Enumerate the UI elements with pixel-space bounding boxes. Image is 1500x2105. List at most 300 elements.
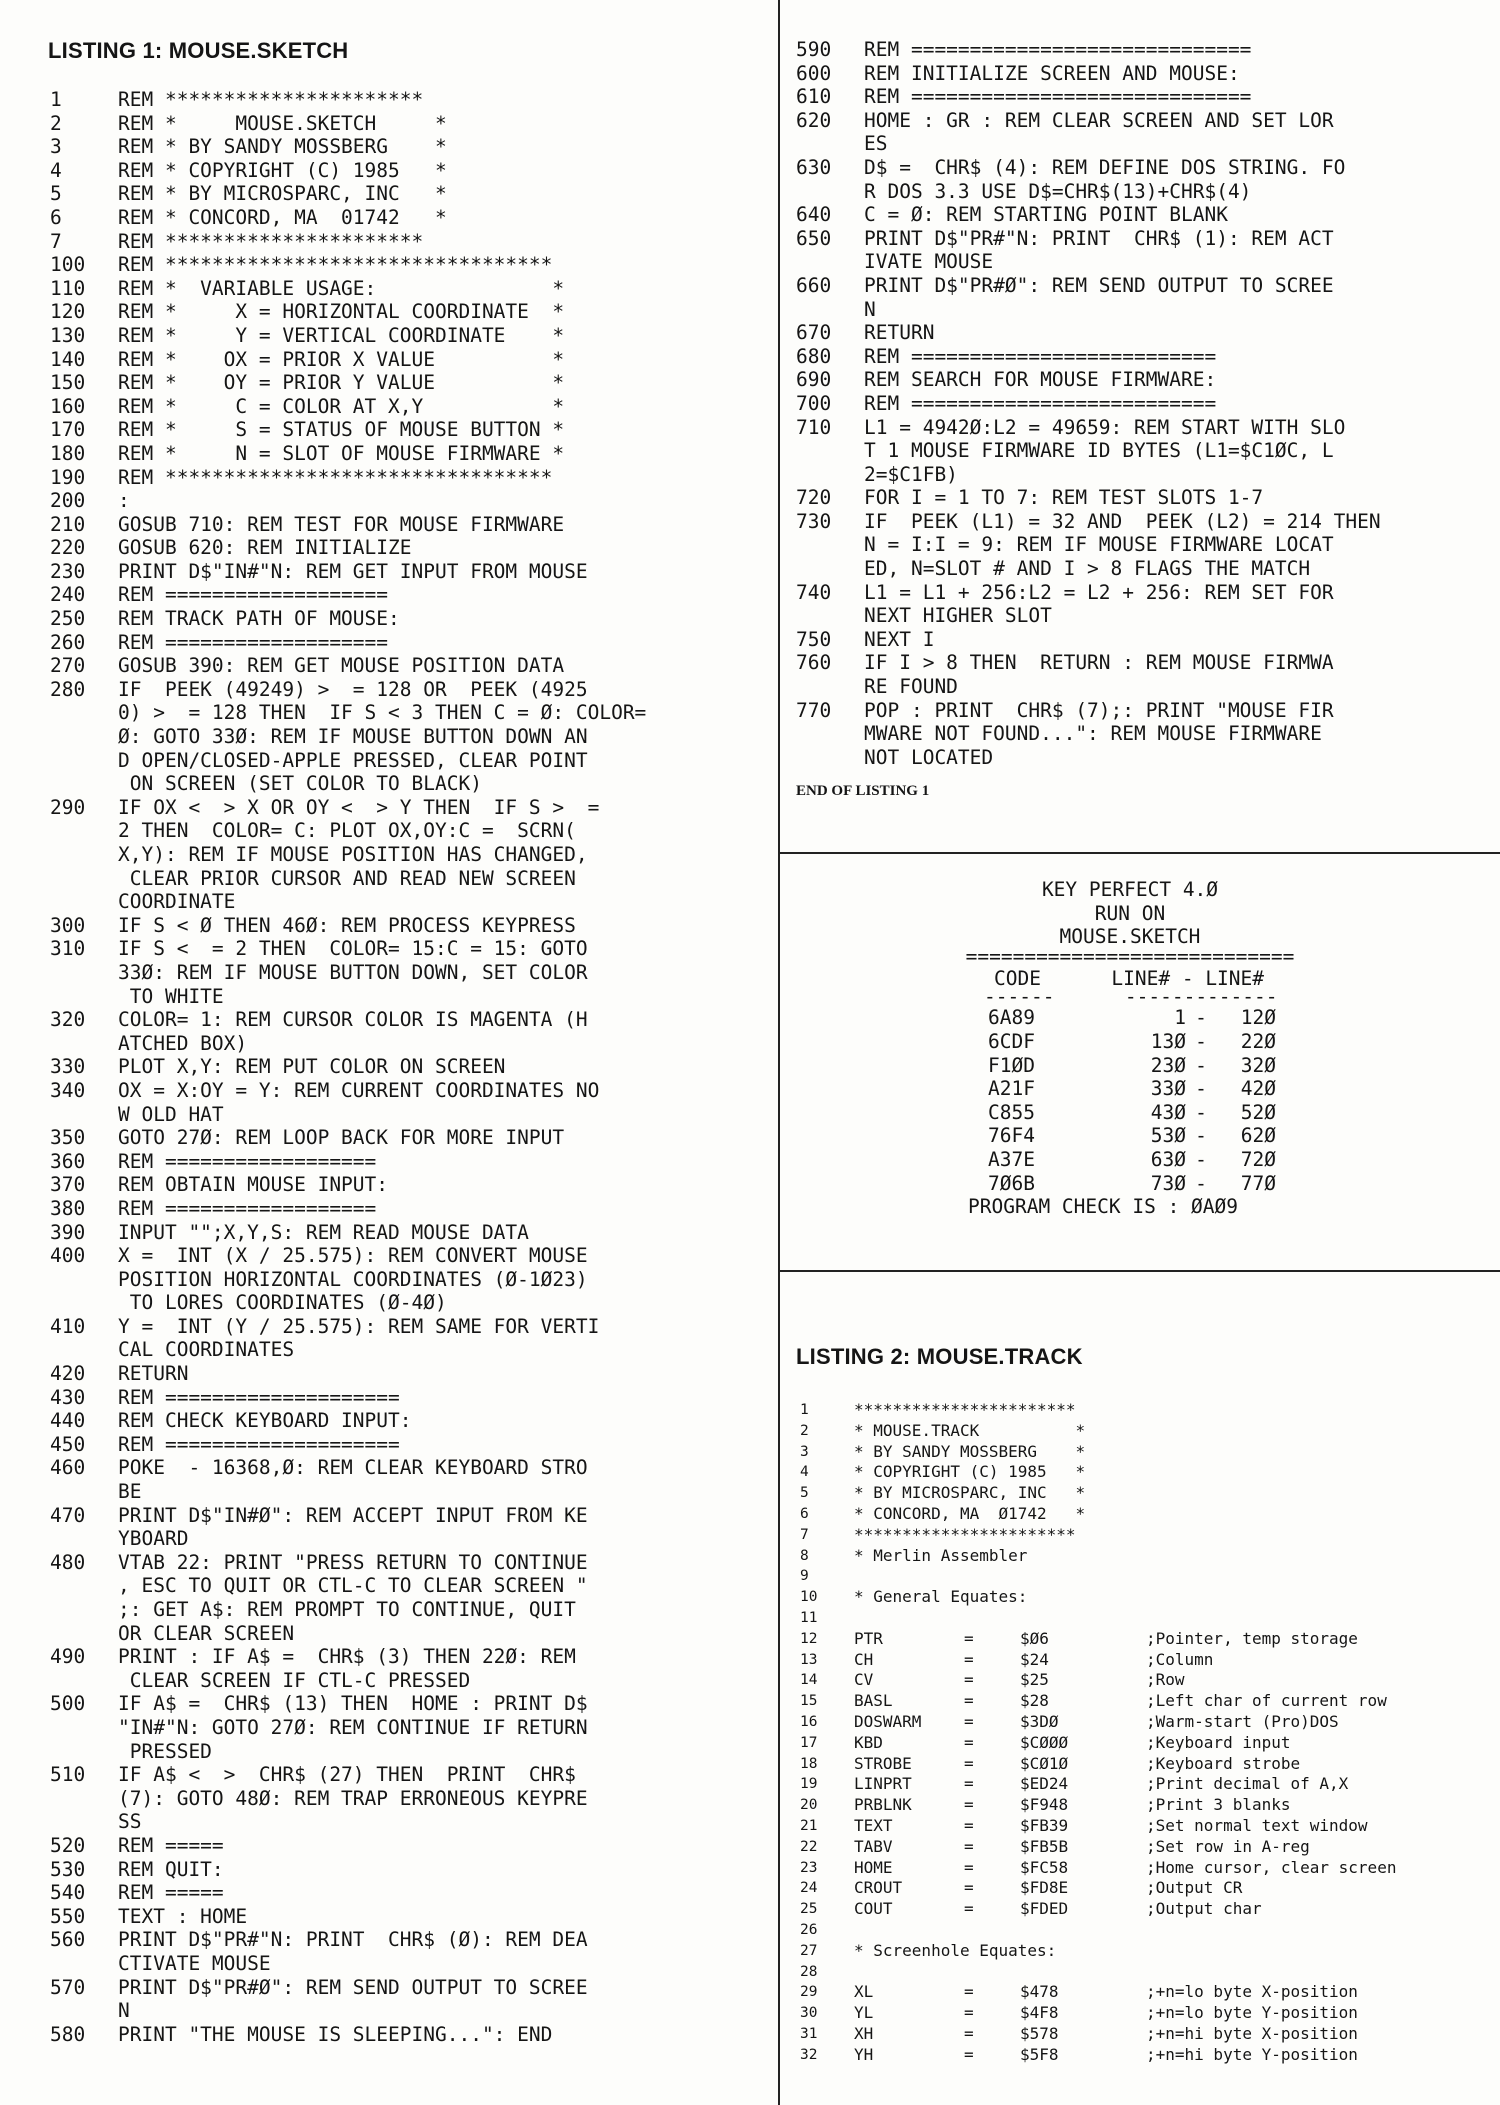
line-number: 550 (50, 1904, 86, 1928)
equate-value: $FB5B (1020, 1836, 1069, 1856)
end-of-listing-label: END OF LISTING 1 (796, 783, 930, 799)
equate-comment: ;Output char (1146, 1899, 1262, 1919)
key-perfect-block (850, 878, 1410, 1219)
equate-value: $FC58 (1020, 1857, 1069, 1877)
code-line (796, 699, 1381, 723)
source-line (800, 1442, 1396, 1463)
equate-value: $25 (1020, 1670, 1049, 1690)
code-line (50, 1221, 646, 1245)
code-line (796, 651, 1381, 675)
line-number: 23 (800, 1859, 818, 1876)
checksum-row (850, 1124, 1410, 1148)
line-code: REM ==================== (118, 1432, 400, 1456)
line-code: ON SCREEN (SET COLOR TO BLACK) (118, 772, 482, 796)
equate-operator: = (964, 1795, 974, 1815)
code-line (50, 772, 646, 796)
code-line (50, 631, 646, 655)
code-line (50, 1362, 646, 1386)
line-number: 770 (796, 698, 832, 722)
code-line (50, 513, 646, 537)
line-code: INPUT "";X,Y,S: REM READ MOUSE DATA (118, 1220, 529, 1244)
code-line (50, 1150, 646, 1174)
line-code: ;: GET A$: REM PROMPT TO CONTINUE, QUIT (118, 1598, 576, 1621)
line-code: NOT LOCATED (864, 745, 994, 769)
code-line (796, 510, 1381, 534)
line-number: 440 (50, 1409, 86, 1433)
line-number: 290 (50, 795, 86, 819)
line-to: 77Ø (1240, 1171, 1276, 1195)
code-line (50, 701, 646, 725)
line-number: 360 (50, 1149, 86, 1173)
code-line (50, 418, 646, 442)
code-line (796, 581, 1381, 605)
code-line (50, 348, 646, 372)
line-number: 680 (796, 344, 832, 368)
line-code: REM ================== (118, 1149, 377, 1173)
code-line (50, 796, 646, 820)
equate-comment: ;Keyboard input (1146, 1732, 1291, 1752)
comment-text: * General Equates: (854, 1587, 1028, 1607)
source-line (800, 1837, 1396, 1858)
source-line (800, 1650, 1396, 1671)
code-line (50, 1527, 646, 1551)
line-number: 240 (50, 583, 86, 607)
code-line (50, 324, 646, 348)
line-number: 310 (50, 937, 86, 961)
code-line (796, 675, 1381, 699)
equate-value: $F948 (1020, 1795, 1069, 1815)
line-number: 280 (50, 677, 86, 701)
line-code: PRINT D$"IN#Ø": REM ACCEPT INPUT FROM KE (118, 1503, 588, 1527)
line-code: : (118, 489, 130, 513)
line-number: 560 (50, 1928, 86, 1952)
line-number: 1 (800, 1402, 809, 1418)
range-dash: - (1195, 1006, 1207, 1030)
code-line (50, 914, 646, 938)
line-number: 18 (800, 1755, 818, 1772)
code-line (50, 135, 646, 159)
line-code: COLOR= 1: REM CURSOR COLOR IS MAGENTA (H (118, 1008, 588, 1032)
line-code: W OLD HAT (118, 1102, 224, 1126)
equate-value: $578 (1020, 2023, 1059, 2043)
code-line (50, 395, 646, 419)
source-line (800, 1878, 1396, 1899)
code-line (50, 560, 646, 584)
line-code: COORDINATE (118, 890, 236, 914)
line-code: REM ========================== (864, 391, 1217, 415)
equate-operator: = (964, 1628, 974, 1648)
code-line (50, 1928, 646, 1952)
line-code: , ESC TO QUIT OR CTL-C TO CLEAR SCREEN " (118, 1574, 588, 1598)
line-code: IF A$ < > CHR$ (27) THEN PRINT CHR$ (118, 1763, 576, 1787)
line-code: RETURN (864, 321, 935, 345)
code-line (796, 486, 1381, 510)
equate-comment: ;Row (1146, 1670, 1185, 1690)
line-number: 190 (50, 465, 86, 489)
equate-value: $CØØØ (1020, 1732, 1069, 1752)
code-line (50, 277, 646, 301)
line-number: 650 (796, 226, 832, 250)
line-number: 750 (796, 627, 832, 651)
code-line (50, 1999, 646, 2023)
equate-value: $CØ1Ø (1020, 1753, 1069, 1773)
line-code: D OPEN/CLOSED-APPLE PRESSED, CLEAR POINT (118, 748, 588, 772)
line-code: TO WHITE (118, 984, 224, 1008)
line-code: REM SEARCH FOR MOUSE FIRMWARE: (864, 368, 1217, 392)
source-line (800, 1670, 1396, 1691)
code-line (796, 250, 1381, 274)
equate-comment: ;Column (1146, 1649, 1214, 1669)
checksum-row (850, 1054, 1410, 1078)
checksum-code: 6A89 (988, 1006, 1035, 1030)
equate-operator: = (964, 1982, 974, 2002)
line-code: GOSUB 710: REM TEST FOR MOUSE FIRMWARE (118, 512, 565, 536)
line-code: ES (864, 132, 888, 156)
line-from: 33Ø (1150, 1077, 1186, 1101)
range-dash: - (1195, 1077, 1207, 1101)
line-code: IF I > 8 THEN RETURN : REM MOUSE FIRMWA (864, 651, 1334, 675)
source-line (800, 1920, 1396, 1941)
line-number: 610 (796, 85, 832, 109)
line-code: REM * COPYRIGHT (C) 1985 * (118, 158, 447, 182)
code-line (50, 1551, 646, 1575)
line-from: 63Ø (1150, 1147, 1186, 1171)
range-dash: - (1195, 1171, 1207, 1195)
line-code: ATCHED BOX) (118, 1031, 248, 1055)
key-perfect-header-rule: ------ ------------- (984, 985, 1278, 1009)
line-code: VTAB 22: PRINT "PRESS RETURN TO CONTINUE (118, 1550, 588, 1574)
line-number: 690 (796, 368, 832, 392)
line-to: 42Ø (1240, 1077, 1276, 1101)
line-to: 52Ø (1240, 1100, 1276, 1124)
line-code: PRINT D$"PR#Ø": REM SEND OUTPUT TO SCREE (864, 273, 1334, 297)
line-code: PRINT D$"PR#Ø": REM SEND OUTPUT TO SCREE (118, 1975, 588, 1999)
equate-comment: ;Set normal text window (1146, 1815, 1368, 1835)
equate-label: DOSWARM (854, 1711, 922, 1731)
source-line (800, 1774, 1396, 1795)
program-check: PROGRAM CHECK IS : ØAØ9 (968, 1195, 1239, 1219)
code-line (50, 843, 646, 867)
equate-comment: ;Print decimal of A,X (1146, 1774, 1349, 1794)
checksum-code: 7Ø6B (988, 1171, 1035, 1195)
line-number: 500 (50, 1692, 86, 1716)
checksum-code: A37E (988, 1147, 1035, 1171)
line-code: REM INITIALIZE SCREEN AND MOUSE: (864, 61, 1240, 85)
code-line (50, 1692, 646, 1716)
equate-label: COUT (854, 1899, 893, 1919)
line-number: 3 (800, 1443, 809, 1460)
equate-value: $478 (1020, 1982, 1059, 2002)
line-code: Ø: GOTO 33Ø: REM IF MOUSE BUTTON DOWN AN (118, 725, 588, 749)
line-number: 410 (50, 1314, 86, 1338)
line-number: 180 (50, 441, 86, 465)
line-code: IF PEEK (L1) = 32 AND PEEK (L2) = 214 THEN (864, 509, 1381, 533)
line-code: 0) > = 128 THEN IF S < 3 THEN C = Ø: COLOR= (118, 701, 647, 725)
checksum-row (850, 1077, 1410, 1101)
line-to: 32Ø (1240, 1053, 1276, 1077)
line-code: IF A$ = CHR$ (13) THEN HOME : PRINT D$ (118, 1692, 588, 1716)
line-number: 530 (50, 1857, 86, 1881)
code-line (50, 1574, 646, 1598)
code-line (50, 1386, 646, 1410)
code-line (796, 392, 1381, 416)
line-number: 470 (50, 1503, 86, 1527)
equate-operator: = (964, 1691, 974, 1711)
line-number: 130 (50, 323, 86, 347)
line-code: IF PEEK (49249) > = 128 OR PEEK (4925 (118, 677, 588, 701)
code-line (50, 1881, 646, 1905)
code-line (796, 227, 1381, 251)
line-number: 26 (800, 1921, 818, 1938)
line-code: POKE - 16368,Ø: REM CLEAR KEYBOARD STRO (118, 1456, 588, 1480)
code-line (50, 867, 646, 891)
equate-value: $28 (1020, 1691, 1049, 1711)
line-code: CTIVATE MOUSE (118, 1951, 271, 1975)
line-number: 740 (796, 580, 832, 604)
source-line (800, 1608, 1396, 1629)
line-code: REM CHECK KEYBOARD INPUT: (118, 1409, 412, 1433)
key-perfect-subtitle: RUN ON (1094, 901, 1166, 925)
source-line (800, 2024, 1396, 2045)
equate-operator: = (964, 1649, 974, 1669)
equate-comment: ;Print 3 blanks (1146, 1795, 1291, 1815)
code-line (50, 1268, 646, 1292)
line-number: 660 (796, 273, 832, 297)
line-to: 72Ø (1240, 1147, 1276, 1171)
code-line (796, 321, 1381, 345)
line-number: 340 (50, 1078, 86, 1102)
line-code: REM OBTAIN MOUSE INPUT: (118, 1173, 389, 1197)
line-from: 43Ø (1150, 1100, 1186, 1124)
code-line (50, 206, 646, 230)
code-line (50, 466, 646, 490)
line-code: IF S < = 2 THEN COLOR= 15:C = 15: GOTO (118, 937, 588, 961)
equate-operator: = (964, 1753, 974, 1773)
code-line (796, 203, 1381, 227)
source-line (800, 1795, 1396, 1816)
line-from: 13Ø (1150, 1029, 1186, 1053)
equate-label: CV (854, 1670, 874, 1690)
equate-value: $5F8 (1020, 2044, 1059, 2064)
line-number: 14 (800, 1672, 818, 1689)
equate-value: $4F8 (1020, 2003, 1059, 2023)
line-number: 15 (800, 1693, 818, 1710)
code-line (796, 604, 1381, 628)
line-number: 11 (800, 1609, 818, 1626)
line-code: REM TRACK PATH OF MOUSE: (118, 607, 400, 631)
line-code: HOME : GR : REM CLEAR SCREEN AND SET LOR (864, 108, 1334, 132)
code-line (50, 937, 646, 961)
code-line (50, 371, 646, 395)
code-line (796, 628, 1381, 652)
line-code: N (864, 297, 876, 321)
line-code: NEXT I (864, 627, 935, 651)
line-number: 670 (796, 321, 832, 345)
code-line (50, 1244, 646, 1268)
code-line (50, 1409, 646, 1433)
code-line (50, 1763, 646, 1787)
line-number: 110 (50, 276, 86, 300)
range-dash: - (1195, 1053, 1207, 1077)
equate-value: $FD8E (1020, 1878, 1069, 1898)
code-line (50, 1810, 646, 1834)
line-number: 150 (50, 371, 86, 395)
line-code: FOR I = 1 TO 7: REM TEST SLOTS 1-7 (864, 486, 1264, 510)
code-line (796, 722, 1381, 746)
line-number: 16 (800, 1713, 818, 1730)
equate-comment: ;+n=hi byte X-position (1146, 2023, 1358, 2043)
equate-operator: = (964, 1815, 974, 1835)
listing2-title: LISTING 2: MOUSE.TRACK (796, 1344, 1083, 1369)
line-code: PLOT X,Y: REM PUT COLOR ON SCREEN (118, 1055, 506, 1079)
equate-operator: = (964, 1899, 974, 1919)
line-number: 540 (50, 1881, 86, 1905)
source-line (800, 1504, 1396, 1525)
equate-operator: = (964, 1878, 974, 1898)
equate-label: STROBE (854, 1753, 912, 1773)
line-number: 2 (800, 1422, 809, 1439)
checksum-row (850, 1172, 1410, 1196)
line-number: 6 (50, 205, 62, 229)
code-line (50, 1740, 646, 1764)
source-line (800, 1691, 1396, 1712)
source-line (800, 1962, 1396, 1983)
key-perfect-separator: ============================ (965, 944, 1295, 968)
column-divider (778, 0, 780, 2105)
line-number: 10 (800, 1589, 818, 1606)
line-number: 4 (50, 158, 62, 182)
comment-text: * Merlin Assembler (854, 1545, 1028, 1565)
line-number: 17 (800, 1734, 818, 1751)
code-line (50, 1622, 646, 1646)
comment-text: * COPYRIGHT (C) 1985 * (854, 1462, 1086, 1482)
comment-text: * MOUSE.TRACK * (854, 1420, 1086, 1440)
line-number: 590 (796, 38, 832, 61)
range-dash: - (1195, 1147, 1207, 1171)
code-line (50, 1433, 646, 1457)
line-code: PRINT D$"PR#"N: PRINT CHR$ (1): REM ACT (864, 226, 1334, 250)
line-number: 390 (50, 1220, 86, 1244)
line-number: 480 (50, 1550, 86, 1574)
line-code: L1 = 4942Ø:L2 = 49659: REM START WITH SLO (864, 415, 1346, 439)
line-number: 27 (800, 1942, 818, 1959)
code-line (50, 1103, 646, 1127)
line-number: 460 (50, 1456, 86, 1480)
code-line (796, 132, 1381, 156)
line-code: REM * S = STATUS OF MOUSE BUTTON * (118, 418, 565, 442)
line-number: 7 (800, 1526, 809, 1543)
line-code: REM * OX = PRIOR X VALUE * (118, 347, 565, 371)
code-line (796, 533, 1381, 557)
code-line (50, 536, 646, 560)
line-code: POP : PRINT CHR$ (7);: PRINT "MOUSE FIR (864, 698, 1334, 722)
code-line (50, 1905, 646, 1929)
line-number: 21 (800, 1817, 818, 1834)
line-code: "IN#"N: GOTO 27Ø: REM CONTINUE IF RETURN (118, 1715, 588, 1739)
code-line (796, 298, 1381, 322)
line-code: POSITION HORIZONTAL COORDINATES (Ø-1Ø23) (118, 1267, 588, 1291)
line-number: 520 (50, 1833, 86, 1857)
code-line (50, 1504, 646, 1528)
equate-comment: ;Keyboard strobe (1146, 1753, 1301, 1773)
line-number: 580 (50, 2022, 86, 2046)
equate-value: $FDED (1020, 1899, 1069, 1919)
line-number: 3 (50, 135, 62, 159)
source-line (800, 1421, 1396, 1442)
line-number: 31 (800, 2025, 818, 2042)
line-number: 4 (800, 1464, 809, 1481)
line-number: 140 (50, 347, 86, 371)
line-number: 260 (50, 630, 86, 654)
code-line (50, 1079, 646, 1103)
equate-operator: = (964, 2003, 974, 2023)
key-perfect-table (850, 1006, 1410, 1195)
line-number: 12 (800, 1630, 818, 1647)
line-code: 2 THEN COLOR= C: PLOT OX,OY:C = SCRN( (118, 819, 576, 843)
line-to: 12Ø (1240, 1006, 1276, 1030)
code-line (50, 583, 646, 607)
line-number: 330 (50, 1055, 86, 1079)
line-code: TEXT : HOME (118, 1904, 248, 1928)
line-code: IF S < Ø THEN 46Ø: REM PROCESS KEYPRESS (118, 913, 576, 937)
line-code: REM * C = COLOR AT X,Y * (118, 394, 565, 418)
line-number: 5 (800, 1485, 809, 1502)
equate-operator: = (964, 1836, 974, 1856)
code-line (50, 749, 646, 773)
key-perfect-program: MOUSE.SKETCH (1059, 925, 1201, 949)
line-number: 13 (800, 1651, 818, 1668)
code-line (50, 1032, 646, 1056)
code-line (50, 1173, 646, 1197)
line-number: 300 (50, 913, 86, 937)
line-code: REM ********************************* (118, 465, 553, 489)
line-code: TO LORES COORDINATES (Ø-4Ø) (118, 1291, 447, 1315)
line-code: REM ===== (118, 1881, 224, 1905)
line-number: 320 (50, 1008, 86, 1032)
line-number: 710 (796, 415, 832, 439)
code-line (50, 1952, 646, 1976)
code-line (796, 180, 1381, 204)
line-number: 570 (50, 1975, 86, 1999)
comment-text: * BY SANDY MOSSBERG * (854, 1441, 1086, 1461)
line-code: REM * N = SLOT OF MOUSE FIRMWARE * (118, 441, 565, 465)
line-code: REM * Y = VERTICAL COORDINATE * (118, 323, 565, 347)
line-number: 200 (50, 489, 86, 513)
line-code: N (118, 1999, 130, 2023)
code-line (796, 109, 1381, 133)
source-line (800, 2003, 1396, 2024)
line-number: 1 (50, 88, 62, 111)
line-code: NEXT HIGHER SLOT (864, 604, 1052, 628)
line-number: 160 (50, 394, 86, 418)
comment-text: * Screenhole Equates: (854, 1940, 1057, 1960)
equate-label: KBD (854, 1732, 883, 1752)
code-line (50, 654, 646, 678)
equate-operator: = (964, 1774, 974, 1794)
line-number: 20 (800, 1797, 818, 1814)
equate-label: XL (854, 1982, 874, 2002)
line-number: 630 (796, 155, 832, 179)
line-number: 600 (796, 61, 832, 85)
code-line (50, 253, 646, 277)
equate-comment: ;Warm-start (Pro)DOS (1146, 1711, 1339, 1731)
equate-value: $FB39 (1020, 1815, 1069, 1835)
equate-comment: ;+n=lo byte X-position (1146, 1982, 1358, 2002)
line-number: 22 (800, 1838, 818, 1855)
line-code: REM ============================= (864, 38, 1252, 61)
checksum-code: 6CDF (988, 1029, 1035, 1053)
line-code: CLEAR PRIOR CURSOR AND READ NEW SCREEN (118, 866, 576, 890)
